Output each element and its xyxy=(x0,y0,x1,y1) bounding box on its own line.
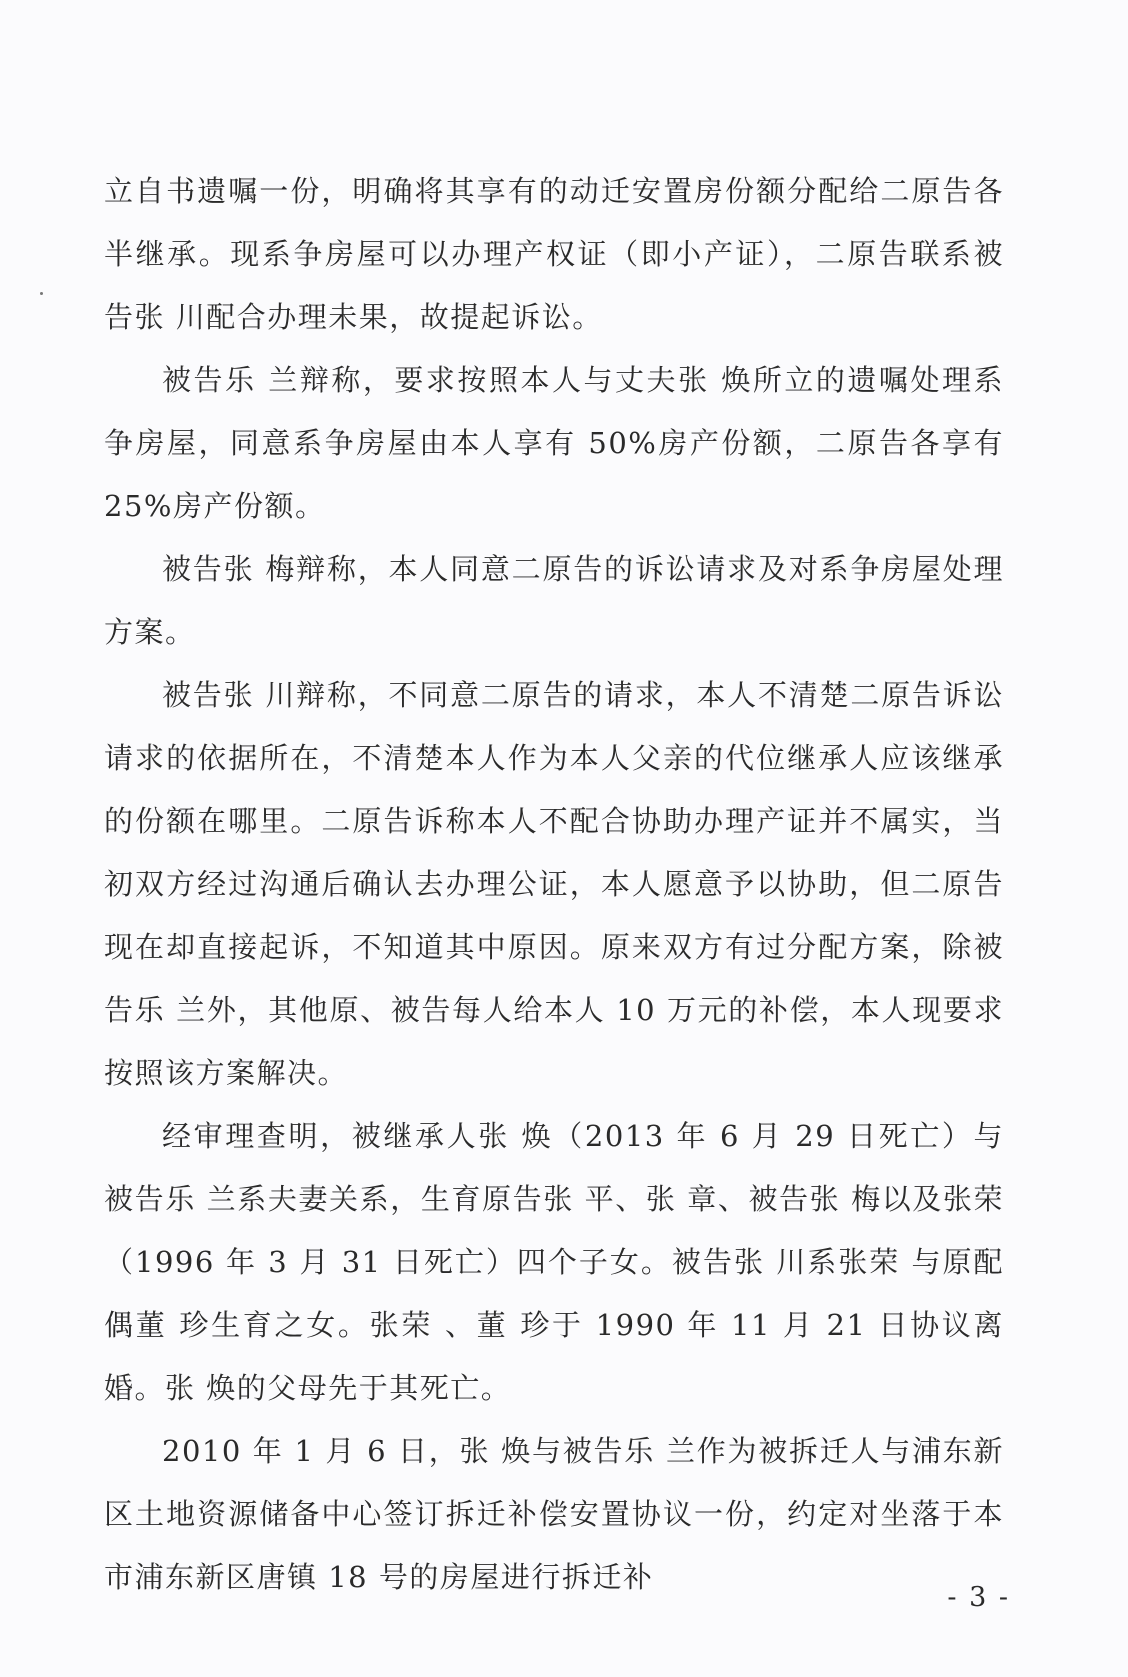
page-number: - 3 - xyxy=(947,1582,1010,1613)
paragraph-4: 被告张 川辩称，不同意二原告的请求，本人不清楚二原告诉讼请求的依据所在，不清楚本人作为本人父亲的代位继承人应该继承的份额在哪里。二原告诉称本人不配合协助办理产证并不属实，当初双方经过沟通后确认去办理公证，本人愿意予以协助，但二原告现在却直接起诉，不知道其中原因。原来双方有过分配方案，除被告乐 兰外，其他原、被告每人给本人 10 万元的补偿，本人现要求按照该方案解决。 xyxy=(104,678,1004,1090)
paragraph-2: 被告乐 兰辩称，要求按照本人与丈夫张 焕所立的遗嘱处理系争房屋，同意系争房屋由本人享有 50%房产份额，二原告各享有 25%房产份额。 xyxy=(104,363,1004,523)
paragraph-5: 经审理查明，被继承人张 焕（2013 年 6 月 29 日死亡）与被告乐 兰系夫妻关系，生育原告张 平、张 章、被告张 梅以及张荣 （1996 年 3 月 31 日死亡）四个子女。被告张 川系张荣 与原配偶董 珍生育之女。张荣 、董 珍于 1990 年 11 月 21 日协议离婚。张 焕的父母先于其死亡。 xyxy=(104,1119,1004,1405)
document-body xyxy=(104,160,1004,1609)
paragraph-3: 被告张 梅辩称，本人同意二原告的诉讼请求及对系争房屋处理方案。 xyxy=(104,552,1004,649)
paragraph-1: 立自书遗嘱一份，明确将其享有的动迁安置房份额分配给二原告各半继承。现系争房屋可以办理产权证（即小产证），二原告联系被告张 川配合办理未果，故提起诉讼。 xyxy=(104,174,1004,334)
margin-mark xyxy=(40,292,43,295)
paragraph-6: 2010 年 1 月 6 日，张 焕与被告乐 兰作为被拆迁人与浦东新区土地资源储备中心签订拆迁补偿安置协议一份，约定对坐落于本市浦东新区唐镇 18 号的房屋进行拆迁补 xyxy=(104,1434,1004,1594)
